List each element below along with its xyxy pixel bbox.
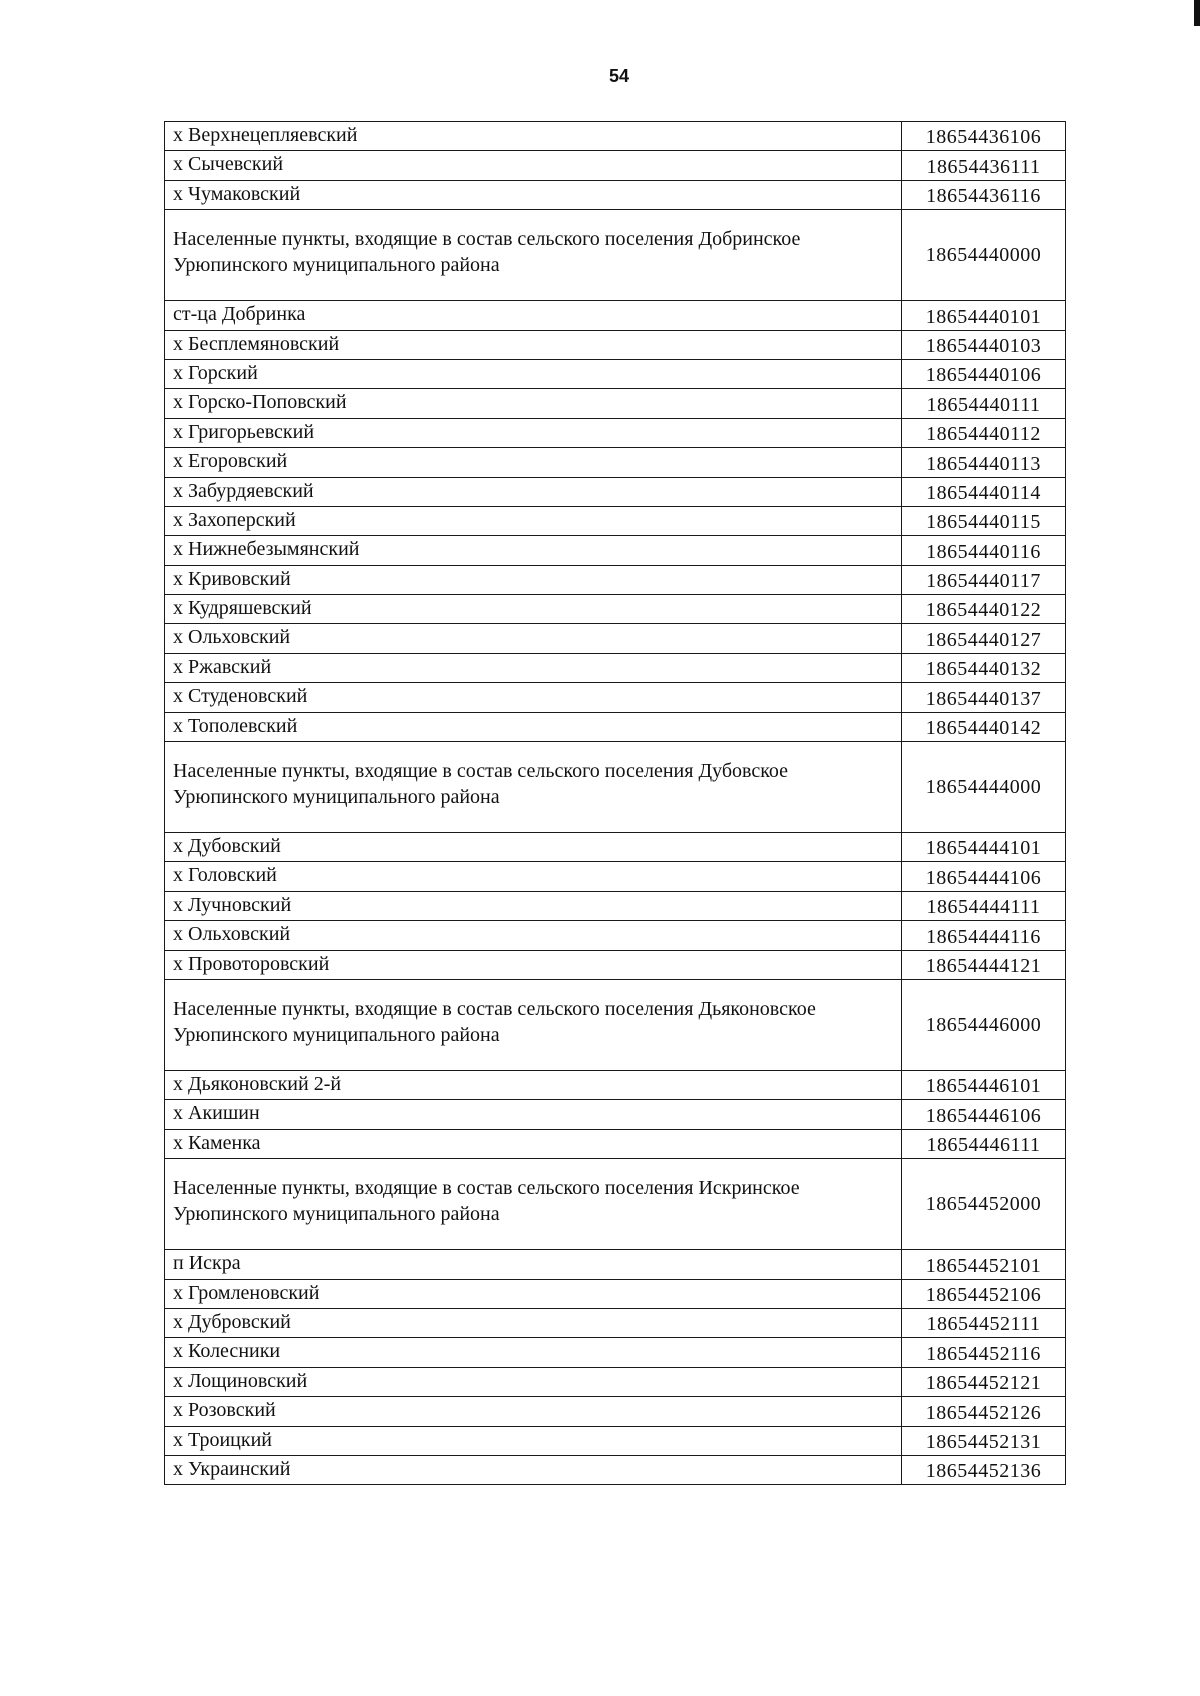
page-number: 54: [608, 66, 630, 86]
locality-code-cell: 18654440112: [902, 418, 1066, 447]
table-row: [165, 418, 1066, 447]
table-row: [165, 477, 1066, 506]
section-code-cell: 18654444000: [902, 742, 1066, 833]
table-row: [165, 1397, 1066, 1426]
locality-name-cell: х Кудряшевский: [165, 595, 902, 624]
table-row: [165, 862, 1066, 891]
locality-name-cell: х Нижнебезымянский: [165, 536, 902, 565]
locality-code-cell: 18654444111: [902, 891, 1066, 920]
locality-name-cell: х Дьяконовский 2-й: [165, 1070, 902, 1099]
section-title-cell: Населенные пункты, входящие в состав сельского поселения Искринское Урюпинского муниципального района: [165, 1159, 902, 1250]
locality-code-cell: 18654446101: [902, 1070, 1066, 1099]
table-row: [165, 506, 1066, 535]
locality-code-cell: 18654436111: [902, 151, 1066, 180]
table-row: [165, 565, 1066, 594]
locality-code-cell: 18654452136: [902, 1455, 1066, 1484]
locality-name-cell: х Тополевский: [165, 712, 902, 741]
locality-name-cell: х Колесники: [165, 1338, 902, 1367]
locality-code-cell: 18654436116: [902, 180, 1066, 209]
section-header-row: [165, 742, 1066, 833]
locality-code-cell: 18654440122: [902, 595, 1066, 624]
table-row: [165, 595, 1066, 624]
locality-code-cell: 18654446111: [902, 1129, 1066, 1158]
locality-code-cell: 18654452106: [902, 1279, 1066, 1308]
section-title-cell: Населенные пункты, входящие в состав сельского поселения Дьяконовское Урюпинского муниципального района: [165, 979, 902, 1070]
locality-code-cell: 18654436106: [902, 122, 1066, 151]
section-code-cell: 18654452000: [902, 1159, 1066, 1250]
table-row: [165, 122, 1066, 151]
table-row: [165, 536, 1066, 565]
locality-code-cell: 18654452121: [902, 1367, 1066, 1396]
locality-name-cell: х Каменка: [165, 1129, 902, 1158]
table-row: [165, 624, 1066, 653]
locality-name-cell: х Лощиновский: [165, 1367, 902, 1396]
table-row: [165, 1070, 1066, 1099]
locality-name-cell: ст-ца Добринка: [165, 301, 902, 330]
locality-code-cell: 18654444121: [902, 950, 1066, 979]
locality-name-cell: п Искра: [165, 1250, 902, 1279]
table-row: [165, 1279, 1066, 1308]
table-row: [165, 1455, 1066, 1484]
locality-code-cell: 18654440111: [902, 389, 1066, 418]
locality-code-cell: 18654444106: [902, 862, 1066, 891]
locality-name-cell: х Дубовский: [165, 833, 902, 862]
locality-code-cell: 18654440113: [902, 448, 1066, 477]
table-row: [165, 712, 1066, 741]
scan-edge-mark: [1194, 0, 1200, 26]
locality-name-cell: х Верхнецепляевский: [165, 122, 902, 151]
locality-name-cell: х Егоровский: [165, 448, 902, 477]
locality-name-cell: х Бесплемяновский: [165, 330, 902, 359]
table-row: [165, 359, 1066, 388]
table-row: [165, 301, 1066, 330]
table-row: [165, 950, 1066, 979]
locality-name-cell: х Забурдяевский: [165, 477, 902, 506]
locality-code-cell: 18654440132: [902, 653, 1066, 682]
locality-name-cell: х Кривовский: [165, 565, 902, 594]
locality-code-cell: 18654444101: [902, 833, 1066, 862]
section-title-cell: Населенные пункты, входящие в состав сельского поселения Добринское Урюпинского муниципального района: [165, 210, 902, 301]
locality-name-cell: х Григорьевский: [165, 418, 902, 447]
locality-code-cell: 18654452101: [902, 1250, 1066, 1279]
section-code-cell: 18654440000: [902, 210, 1066, 301]
locality-name-cell: х Украинский: [165, 1455, 902, 1484]
locality-code-cell: 18654452126: [902, 1397, 1066, 1426]
locality-name-cell: х Акишин: [165, 1100, 902, 1129]
locality-code-cell: 18654440115: [902, 506, 1066, 535]
section-title-cell: Населенные пункты, входящие в состав сельского поселения Дубовское Урюпинского муниципального района: [165, 742, 902, 833]
locality-name-cell: х Ржавский: [165, 653, 902, 682]
locality-code-cell: 18654444116: [902, 921, 1066, 950]
table-row: [165, 1308, 1066, 1337]
locality-name-cell: х Дубровский: [165, 1308, 902, 1337]
settlements-table-body: [165, 122, 1066, 1485]
locality-name-cell: х Чумаковский: [165, 180, 902, 209]
table-row: [165, 1338, 1066, 1367]
locality-name-cell: х Горско-Поповский: [165, 389, 902, 418]
locality-code-cell: 18654446106: [902, 1100, 1066, 1129]
locality-code-cell: 18654452111: [902, 1308, 1066, 1337]
locality-name-cell: х Провоторовский: [165, 950, 902, 979]
locality-code-cell: 18654440117: [902, 565, 1066, 594]
table-row: [165, 1426, 1066, 1455]
table-row: [165, 1367, 1066, 1396]
locality-code-cell: 18654440106: [902, 359, 1066, 388]
locality-code-cell: 18654440116: [902, 536, 1066, 565]
locality-name-cell: х Громленовский: [165, 1279, 902, 1308]
locality-name-cell: х Горский: [165, 359, 902, 388]
locality-name-cell: х Розовский: [165, 1397, 902, 1426]
locality-code-cell: 18654440137: [902, 683, 1066, 712]
table-row: [165, 389, 1066, 418]
locality-code-cell: 18654440101: [902, 301, 1066, 330]
table-row: [165, 891, 1066, 920]
locality-code-cell: 18654440114: [902, 477, 1066, 506]
table-row: [165, 1129, 1066, 1158]
locality-code-cell: 18654440127: [902, 624, 1066, 653]
settlements-table: [164, 121, 1066, 1485]
locality-name-cell: х Студеновский: [165, 683, 902, 712]
locality-name-cell: х Захоперский: [165, 506, 902, 535]
locality-code-cell: 18654440142: [902, 712, 1066, 741]
section-header-row: [165, 1159, 1066, 1250]
section-code-cell: 18654446000: [902, 979, 1066, 1070]
table-row: [165, 1250, 1066, 1279]
table-row: [165, 151, 1066, 180]
locality-code-cell: 18654440103: [902, 330, 1066, 359]
locality-name-cell: х Ольховский: [165, 921, 902, 950]
table-row: [165, 683, 1066, 712]
locality-name-cell: х Сычевский: [165, 151, 902, 180]
locality-code-cell: 18654452131: [902, 1426, 1066, 1455]
table-row: [165, 653, 1066, 682]
table-row: [165, 448, 1066, 477]
table-row: [165, 921, 1066, 950]
section-header-row: [165, 979, 1066, 1070]
table-row: [165, 1100, 1066, 1129]
locality-name-cell: х Ольховский: [165, 624, 902, 653]
section-header-row: [165, 210, 1066, 301]
locality-name-cell: х Головский: [165, 862, 902, 891]
locality-code-cell: 18654452116: [902, 1338, 1066, 1367]
locality-name-cell: х Троицкий: [165, 1426, 902, 1455]
table-row: [165, 180, 1066, 209]
table-row: [165, 833, 1066, 862]
table-row: [165, 330, 1066, 359]
locality-name-cell: х Лучновский: [165, 891, 902, 920]
